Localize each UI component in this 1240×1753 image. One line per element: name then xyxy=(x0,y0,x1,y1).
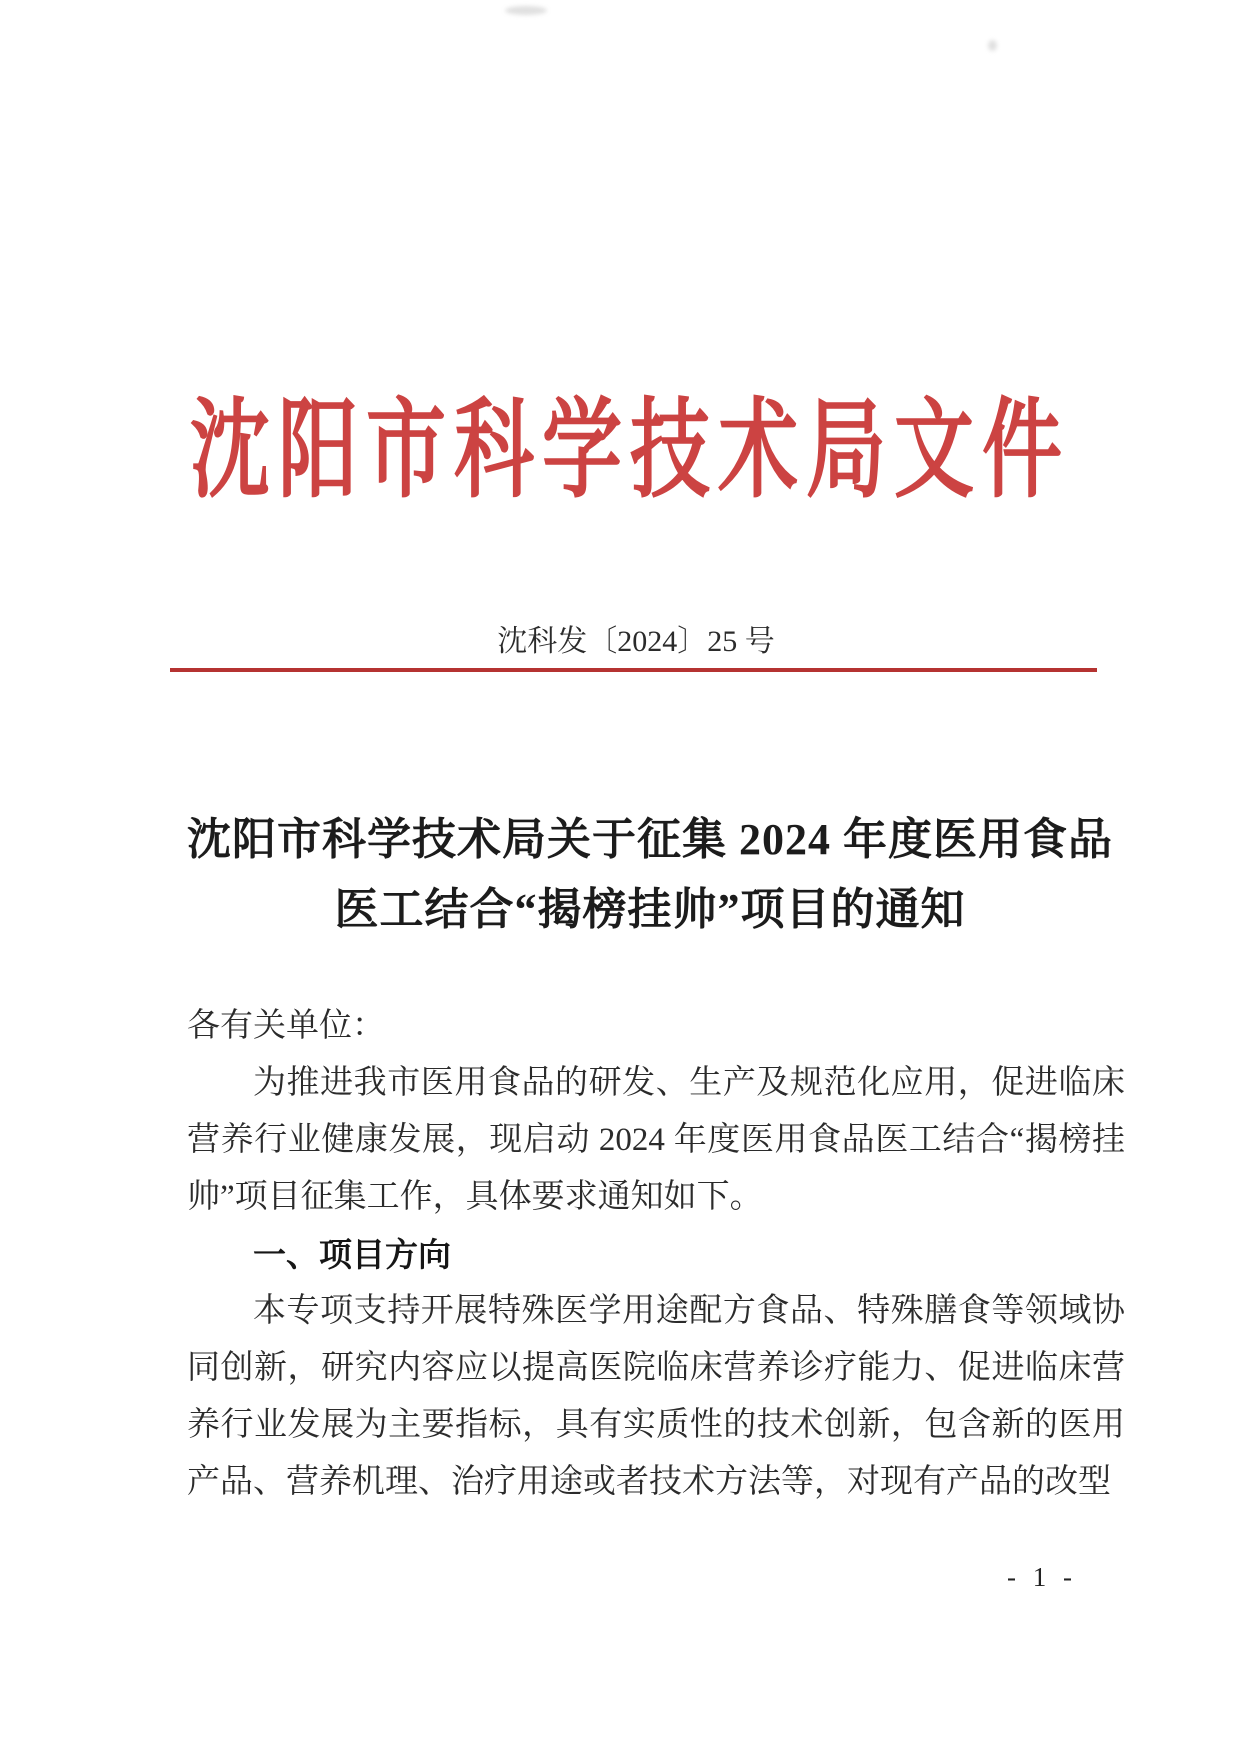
document-number: 沈科发〔2024〕25 号 xyxy=(497,625,775,658)
scan-artifact xyxy=(505,6,547,15)
red-divider-line xyxy=(170,668,1097,672)
page-number: - 1 - xyxy=(1007,1562,1077,1592)
salutation: 各有关单位： xyxy=(187,1008,385,1044)
scan-artifact xyxy=(988,40,997,51)
paragraph-intro: 为推进我市医用食品的研发、生产及规范化应用，促进临床营养行业健康发展，现启动 2024 年度医用食品医工结合“揭榜挂帅”项目征集工作，具体要求通知如下。 xyxy=(187,1065,1125,1215)
document-body xyxy=(187,998,1125,1511)
document-title-line1: 沈阳市科学技术局关于征集 2024 年度医用食品 xyxy=(187,815,1113,864)
document-masthead: 沈阳市科学技术局文件 xyxy=(190,392,1070,512)
section-heading-project-direction: 一、项目方向 xyxy=(253,1235,451,1274)
paragraph-project-direction: 本专项支持开展特殊医学用途配方食品、特殊膳食等领域协同创新，研究内容应以提高医院临床营养诊疗能力、促进临床营养行业发展为主要指标，具有实质性的技术创新，包含新的医用产品、营养机理、治疗用途或者技术方法等，对现有产品的改型 xyxy=(187,1293,1125,1500)
document-title-line2: 医工结合“揭榜挂帅”项目的通知 xyxy=(334,885,966,934)
document-title xyxy=(60,805,1240,945)
